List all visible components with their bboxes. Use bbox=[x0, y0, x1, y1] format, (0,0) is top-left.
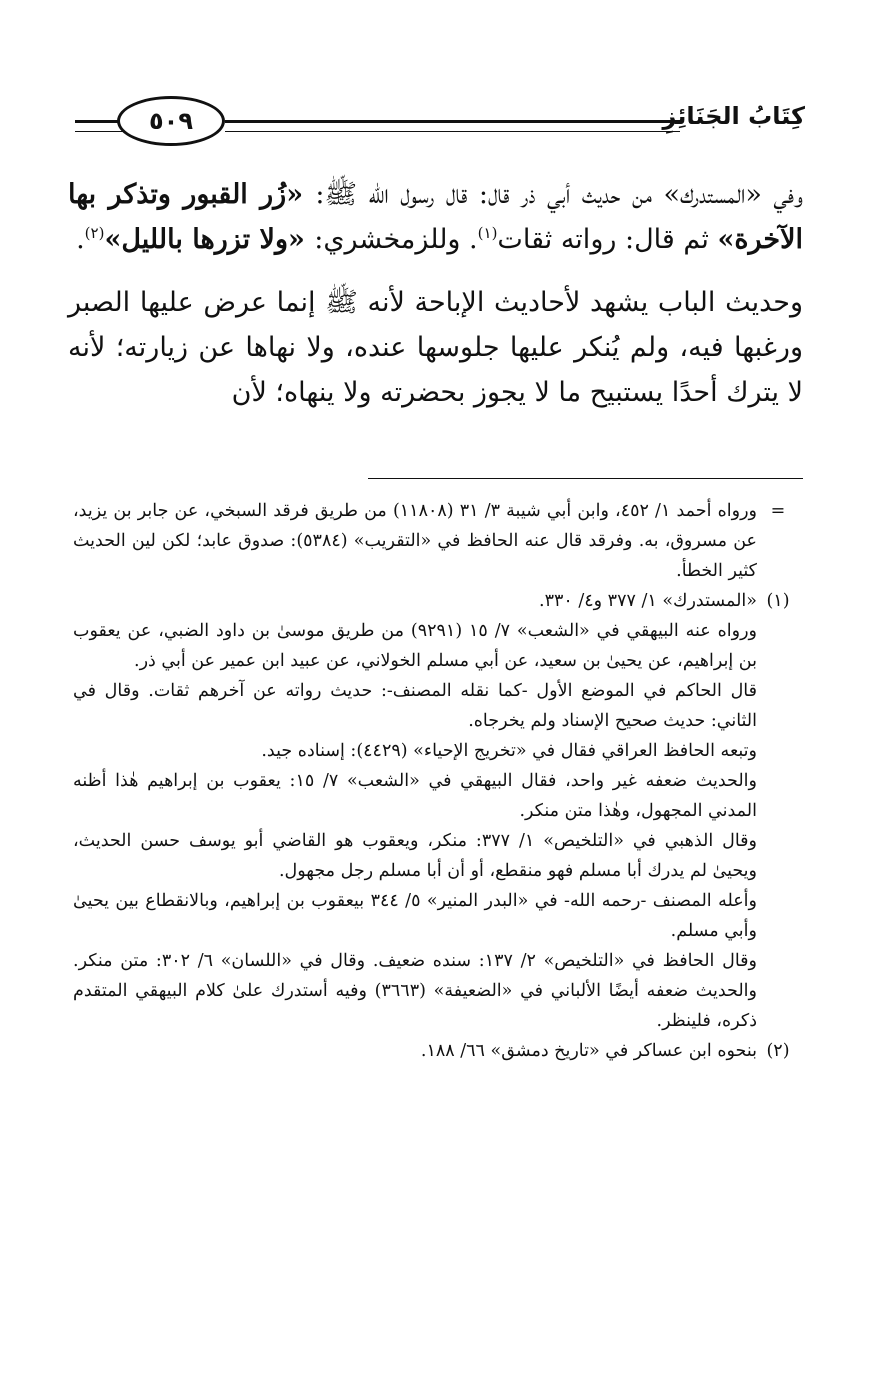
footnote-1-para bbox=[73, 736, 793, 766]
footnote-text: ورواه أحمد ١/ ٤٥٢، وابن أبي شيبة ٣/ ٣١ (١١٨٠٨) من طريق فرقد السبخي، عن جابر بن يزيد، عن مسروق، به. وفرقد قال عنه الحافظ في «التقريب» (٥٣٨٤): صدوق عابد؛ لكن لين الحديث كثير الخطأ. bbox=[73, 501, 757, 581]
footnote-text: ورواه عنه البيهقي في «الشعب» ٧/ ١٥ (٩٢٩١) من طريق موسىٰ بن داود الضبي، عن يعقوب بن إبراهيم، عن يحيىٰ بن سعيد، عن أبي مسلم الخولاني، عن عبيد ابن عمير عن أبي ذر. bbox=[73, 621, 757, 671]
paragraph-2: وحديث الباب يشهد لأحاديث الإباحة لأنه ﷺ إنما عرض عليها الصبر ورغبها فيه، ولم يُنكر عليها جلوسها عنده، ولا نهاها عن زيارته؛ لأنه لا يترك أحدًا يستبيح ما لا يجوز بحضرته ولا ينهاه؛ لأن bbox=[68, 287, 803, 408]
footnotes bbox=[73, 496, 793, 1066]
p1-seg-2: ثم قال: رواته ثقات bbox=[497, 224, 718, 255]
page-header bbox=[75, 96, 805, 156]
footnote-mark: (٢) bbox=[766, 1041, 790, 1061]
footnote-ref-2: (٢) bbox=[84, 224, 105, 242]
footnote-mark: = bbox=[770, 501, 786, 521]
footnote-ref-1: (١) bbox=[477, 224, 498, 242]
footnote-1-para bbox=[73, 826, 793, 886]
page-number-text: ٥٠٩ bbox=[149, 107, 193, 135]
footnote-text: «المستدرك» ١/ ٣٧٧ و٤/ ٣٣٠. bbox=[539, 591, 757, 611]
hadith-quote-1: «زُر القبور وتذكر بها الآخرة» bbox=[68, 179, 803, 255]
footnote-1 bbox=[73, 586, 793, 616]
page-number bbox=[117, 96, 225, 146]
footnote-divider bbox=[368, 478, 803, 479]
footnote-text: قال الحاكم في الموضع الأول -كما نقله المصنف-: حديث رواته عن آخرهم ثقات. وقال في الثاني: حديث صحيح الإسناد ولم يخرجاه. bbox=[73, 681, 757, 731]
footnote-2 bbox=[73, 1036, 793, 1066]
main-text bbox=[68, 172, 803, 415]
header-rule bbox=[225, 120, 680, 132]
hadith-quote-2: «ولا تزرها بالليل» bbox=[104, 224, 315, 255]
footnote-text: وأعله المصنف -رحمه الله- في «البدر المنير» ٥/ ٣٤٤ بيعقوب بن إبراهيم، وبالانقطاع بين يحيىٰ وأبي مسلم. bbox=[73, 891, 757, 941]
footnote-text: وقال الحافظ في «التلخيص» ٢/ ١٣٧: سنده ضعيف. وقال في «اللسان» ٦/ ٣٠٢: متن منكر. والحديث ضعفه أيضًا الألباني في «الضعيفة» (٣٦٦٣) وفيه أستدرك علىٰ كلام البيهقي المتقدم ذكره، فلينظر. bbox=[73, 951, 757, 1031]
footnote-mark: (١) bbox=[766, 591, 790, 611]
p1-seg-0: وفي «المستدرك» من حديث أبي ذر قال: قال رسول الله ﷺ: bbox=[315, 179, 803, 210]
footnote-1-para bbox=[73, 946, 793, 1036]
footnote-1-para bbox=[73, 676, 793, 736]
chapter-title: كِتَابُ الجَنَائِزِ bbox=[662, 102, 805, 130]
p1-seg-7: . bbox=[76, 224, 85, 255]
footnote-1-para bbox=[73, 616, 793, 676]
footnote-1-para bbox=[73, 766, 793, 826]
footnote-text: وتبعه الحافظ العراقي فقال في «تخريج الإحياء» (٤٤٢٩): إسناده جيد. bbox=[261, 741, 757, 761]
footnote-text: وقال الذهبي في «التلخيص» ١/ ٣٧٧: منكر، ويعقوب هو القاضي أبو يوسف حسن الحديث، ويحيىٰ لم يدرك أبا مسلم فهو منقطع، أو أن أبا مسلم رجل مجهول. bbox=[73, 831, 757, 881]
p1-seg-4: . وللزمخشري: bbox=[314, 224, 478, 255]
footnote-text: والحديث ضعفه غير واحد، فقال البيهقي في «الشعب» ٧/ ١٥: يعقوب بن إبراهيم هٰذا أظنه المدني المجهول، وهٰذا متن منكر. bbox=[73, 771, 757, 821]
footnote-continued bbox=[73, 496, 793, 586]
paragraph-1 bbox=[68, 172, 803, 262]
footnote-text: بنحوه ابن عساكر في «تاريخ دمشق» ٦٦/ ١٨٨. bbox=[420, 1041, 757, 1061]
footnote-1-para bbox=[73, 886, 793, 946]
